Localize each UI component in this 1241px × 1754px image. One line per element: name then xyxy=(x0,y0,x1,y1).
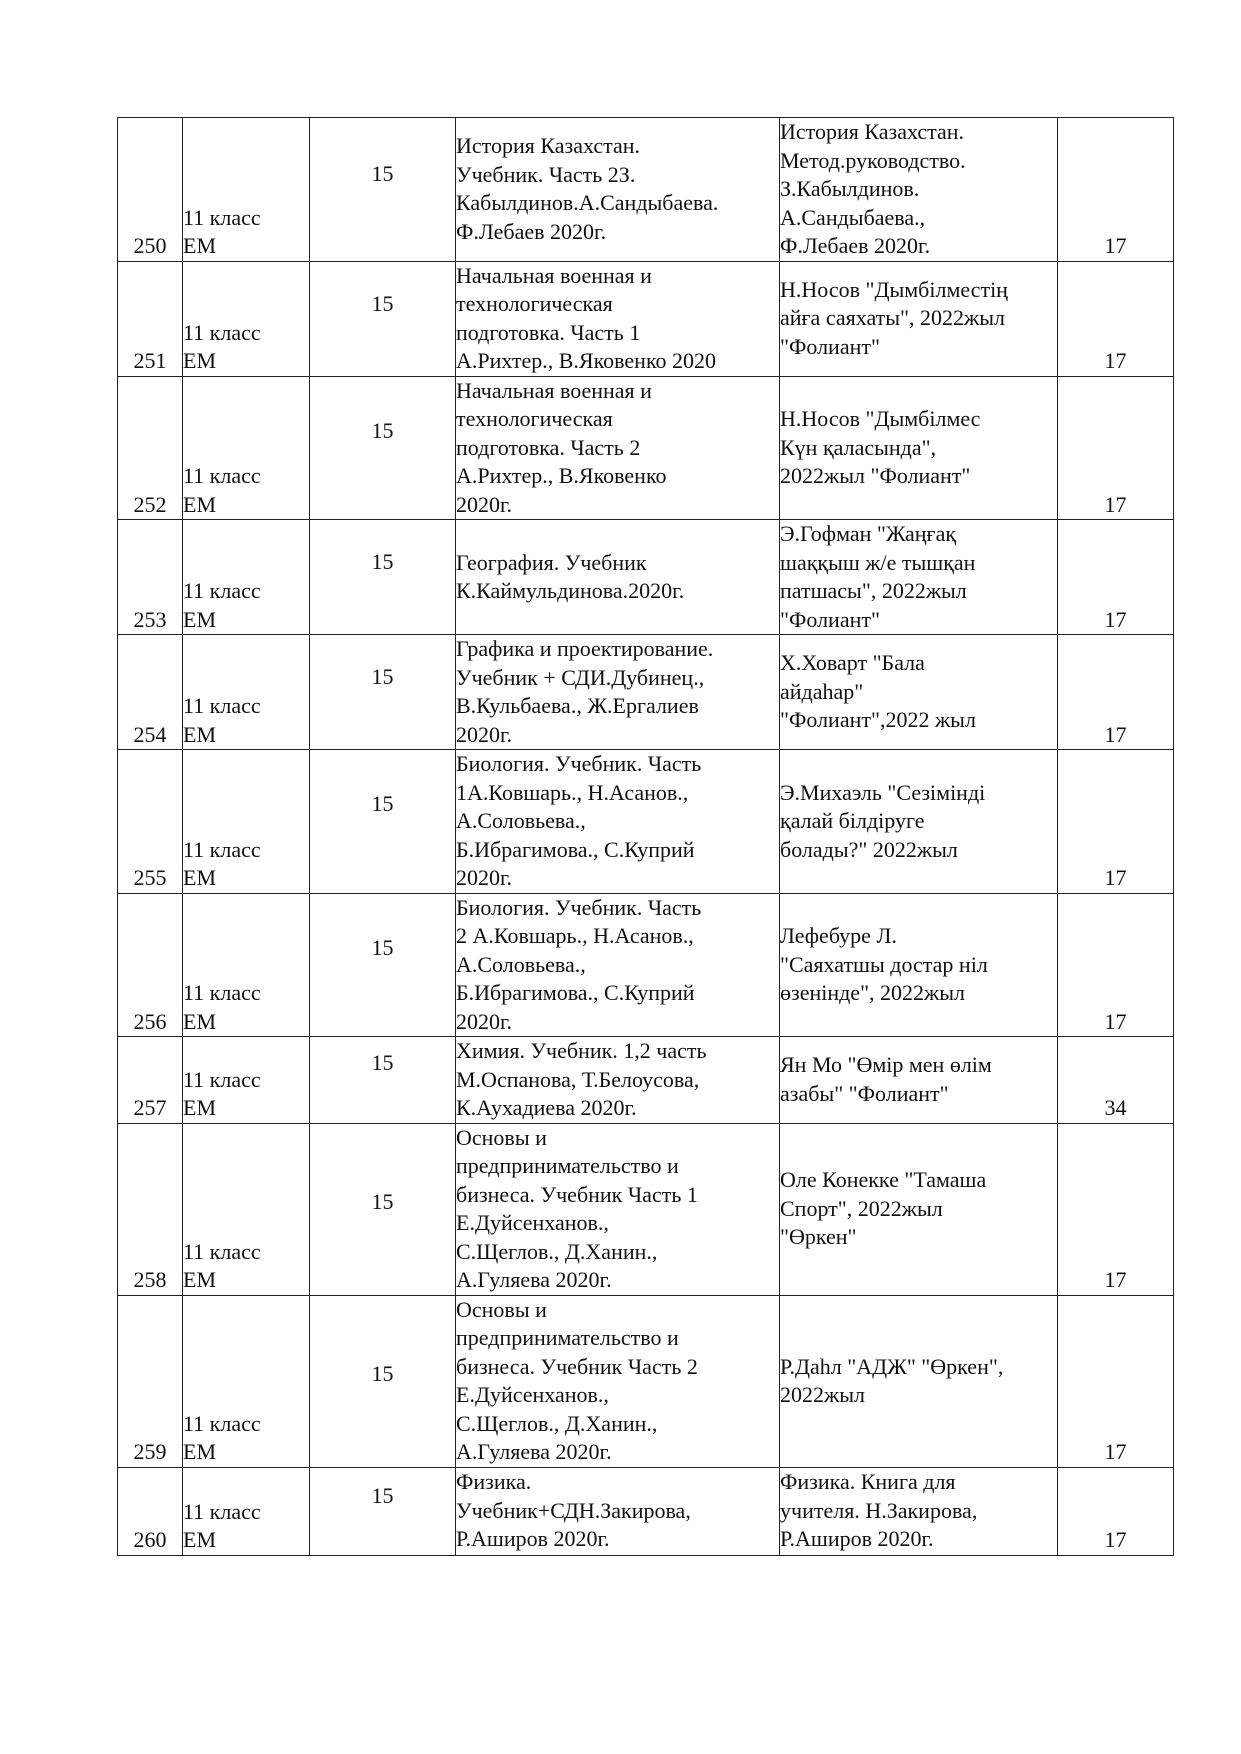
class-cell xyxy=(183,520,310,635)
cell-line: "Фолиант",2022 жыл xyxy=(780,707,976,733)
table-row xyxy=(118,893,1174,1037)
quantity-cell xyxy=(310,376,456,520)
row-number: 253 xyxy=(118,520,183,635)
count-cell: 17 xyxy=(1058,1295,1174,1467)
cell-line: Биология. Учебник. Часть xyxy=(456,751,702,776)
table-row xyxy=(118,261,1174,376)
supplementary-book-cell xyxy=(780,1295,1058,1467)
cell-line: Күн қаласында", xyxy=(780,434,937,460)
supplementary-book-cell xyxy=(780,1037,1058,1124)
cell-line: "Өркен" xyxy=(780,1224,857,1250)
count-cell: 17 xyxy=(1058,635,1174,750)
cell-line: История Казахстан. xyxy=(456,133,641,159)
cell-line: А.Сандыбаева., xyxy=(780,204,926,230)
cell-line: ЕМ xyxy=(183,1008,216,1034)
supplementary-book-cell xyxy=(780,261,1058,376)
cell-line: Е.Дуйсенханов., xyxy=(456,1210,609,1235)
quantity-cell xyxy=(310,118,456,262)
cell-line: Спорт", 2022жыл xyxy=(780,1195,943,1221)
cell-line: ЕМ xyxy=(183,233,216,258)
table-row xyxy=(118,520,1174,635)
cell-line: Основы и xyxy=(456,1296,547,1322)
class-cell xyxy=(183,1123,310,1295)
cell-line: предпринимательство и xyxy=(456,1153,679,1178)
quantity-cell xyxy=(310,1123,456,1295)
inventory-table xyxy=(117,117,1174,1556)
textbook-cell xyxy=(456,893,780,1037)
row-number: 254 xyxy=(118,635,183,750)
cell-line: Биология. Учебник. Часть xyxy=(456,894,702,920)
quantity-cell xyxy=(310,261,456,376)
quantity-cell xyxy=(310,1295,456,1467)
class-cell xyxy=(183,635,310,750)
cell-line: Ф.Лебаев 2020г. xyxy=(456,218,607,244)
cell-line: А.Соловьева., xyxy=(456,808,586,833)
cell-line: 11 класс xyxy=(183,980,261,1005)
cell-line: География. Учебник xyxy=(456,549,647,575)
cell-line: А.Гуляева 2020г. xyxy=(456,1267,612,1292)
count-cell: 17 xyxy=(1058,893,1174,1037)
cell-line: К.Аухадиева 2020г. xyxy=(456,1095,637,1120)
count-cell: 34 xyxy=(1058,1037,1174,1124)
cell-line: ЕМ xyxy=(183,865,216,890)
cell-line: Н.Носов "Дымбілместің xyxy=(780,276,1008,302)
cell-line: Физика. Книга для xyxy=(780,1469,956,1495)
cell-line: 11 класс xyxy=(183,578,261,603)
quantity-value: 15 xyxy=(371,417,394,443)
cell-line: "Фолиант" xyxy=(780,606,880,632)
quantity-value: 15 xyxy=(371,549,394,574)
supplementary-book-cell xyxy=(780,520,1058,635)
cell-line: 11 класс xyxy=(183,1066,261,1092)
cell-line: 1А.Ковшарь., Н.Асанов., xyxy=(456,779,689,805)
table-row xyxy=(118,1037,1174,1124)
count-cell: 17 xyxy=(1058,118,1174,262)
cell-line: подготовка. Часть 2 xyxy=(456,434,641,460)
row-number: 257 xyxy=(118,1037,183,1124)
cell-line: Начальная военная и xyxy=(456,262,652,288)
cell-line: Начальная военная и xyxy=(456,377,652,403)
cell-line: болады?" 2022жыл xyxy=(780,836,958,862)
class-cell xyxy=(183,893,310,1037)
quantity-value: 15 xyxy=(371,161,394,186)
class-cell xyxy=(183,118,310,262)
cell-line: 11 класс xyxy=(183,693,261,718)
quantity-cell xyxy=(310,635,456,750)
cell-line: предпринимательство и xyxy=(456,1325,679,1350)
cell-line: Оле Конекке "Тамаша xyxy=(780,1167,987,1193)
row-number: 250 xyxy=(118,118,183,262)
cell-line: технологическая xyxy=(456,291,613,316)
cell-line: К.Каймульдинова.2020г. xyxy=(456,578,685,603)
cell-line: Учебник. Часть 2З. xyxy=(456,161,636,187)
cell-line: Е.Дуйсенханов., xyxy=(456,1382,609,1407)
cell-line: История Казахстан. xyxy=(780,119,965,144)
row-number: 259 xyxy=(118,1295,183,1467)
cell-line: Р.Аширов 2020г. xyxy=(780,1526,934,1552)
cell-line: А.Рихтер., В.Яковенко 2020 xyxy=(456,348,717,373)
cell-line: В.Кульбаева., Ж.Ергалиев xyxy=(456,693,699,718)
cell-line: өзенінде", 2022жыл xyxy=(780,980,966,1005)
table-row xyxy=(118,1295,1174,1467)
cell-line: учителя. Н.Закирова, xyxy=(780,1497,978,1523)
cell-line: А.Гуляева 2020г. xyxy=(456,1439,612,1464)
cell-line: ЕМ xyxy=(183,491,216,517)
quantity-value: 15 xyxy=(371,1360,394,1386)
supplementary-book-cell xyxy=(780,750,1058,894)
cell-line: С.Щеглов., Д.Ханин., xyxy=(456,1410,658,1436)
cell-line: 2020г. xyxy=(456,721,513,747)
quantity-value: 15 xyxy=(371,290,394,316)
cell-line: подготовка. Часть 1 xyxy=(456,319,641,345)
textbook-cell xyxy=(456,118,780,262)
cell-line: А.Рихтер., В.Яковенко xyxy=(456,463,667,488)
cell-line: Ян Мо "Өмір мен өлім xyxy=(780,1052,992,1078)
cell-line: ЕМ xyxy=(183,1527,216,1552)
cell-line: 11 класс xyxy=(183,463,261,488)
cell-line: 2020г. xyxy=(456,1008,513,1034)
row-number: 256 xyxy=(118,893,183,1037)
cell-line: ЕМ xyxy=(183,348,216,373)
cell-line: С.Щеглов., Д.Ханин., xyxy=(456,1238,658,1264)
row-number: 258 xyxy=(118,1123,183,1295)
cell-line: бизнеса. Учебник Часть 2 xyxy=(456,1353,698,1379)
textbook-cell xyxy=(456,1123,780,1295)
cell-line: Р.Аширов 2020г. xyxy=(456,1526,610,1552)
count-cell: 17 xyxy=(1058,520,1174,635)
cell-line: патшасы", 2022жыл xyxy=(780,578,967,603)
class-cell xyxy=(183,376,310,520)
table-body xyxy=(118,118,1174,1556)
cell-line: Б.Ибрагимова., С.Куприй xyxy=(456,980,695,1005)
supplementary-book-cell xyxy=(780,1123,1058,1295)
supplementary-book-cell xyxy=(780,118,1058,262)
cell-line: Графика и проектирование. xyxy=(456,636,714,661)
supplementary-book-cell xyxy=(780,893,1058,1037)
cell-line: Н.Носов "Дымбілмес xyxy=(780,406,981,431)
cell-line: Х.Ховарт "Бала xyxy=(780,650,925,676)
cell-line: 2 А.Ковшарь., Н.Асанов., xyxy=(456,923,694,948)
count-cell: 17 xyxy=(1058,1123,1174,1295)
quantity-value: 15 xyxy=(371,934,394,960)
table-row xyxy=(118,750,1174,894)
cell-line: З.Кабылдинов. xyxy=(780,176,920,201)
cell-line: шаққыш ж/е тышқан xyxy=(780,549,976,575)
cell-line: М.Оспанова, Т.Белоусова, xyxy=(456,1066,700,1092)
count-cell: 17 xyxy=(1058,376,1174,520)
cell-line: қалай білдіруге xyxy=(780,808,925,833)
quantity-cell xyxy=(310,520,456,635)
supplementary-book-cell xyxy=(780,1467,1058,1555)
row-number: 252 xyxy=(118,376,183,520)
cell-line: 2020г. xyxy=(456,865,513,890)
class-cell xyxy=(183,750,310,894)
cell-line: Э.Михаэль "Сезімінді xyxy=(780,779,986,805)
quantity-value: 15 xyxy=(371,1050,394,1075)
cell-line: айға саяхаты", 2022жыл xyxy=(780,305,1005,331)
cell-line: "Фолиант" xyxy=(780,333,880,359)
quantity-cell xyxy=(310,1467,456,1555)
cell-line: Э.Гофман "Жаңғақ xyxy=(780,521,957,546)
cell-line: ЕМ xyxy=(183,1095,216,1120)
table-row xyxy=(118,1123,1174,1295)
textbook-cell xyxy=(456,520,780,635)
row-number: 255 xyxy=(118,750,183,894)
quantity-value: 15 xyxy=(371,1188,394,1214)
class-cell xyxy=(183,1037,310,1124)
cell-line: ЕМ xyxy=(183,1267,216,1292)
table-row xyxy=(118,376,1174,520)
cell-line: Основы и xyxy=(456,1124,547,1150)
row-number: 260 xyxy=(118,1467,183,1555)
table-row xyxy=(118,118,1174,262)
textbook-cell xyxy=(456,635,780,750)
class-cell xyxy=(183,261,310,376)
cell-line: 11 класс xyxy=(183,204,261,230)
cell-line: "Саяхатшы достар ніл xyxy=(780,951,988,977)
cell-line: Б.Ибрагимова., С.Куприй xyxy=(456,836,695,862)
textbook-cell xyxy=(456,261,780,376)
textbook-cell xyxy=(456,376,780,520)
class-cell xyxy=(183,1295,310,1467)
cell-line: ЕМ xyxy=(183,606,216,632)
cell-line: ЕМ xyxy=(183,1439,216,1464)
cell-line: А.Соловьева., xyxy=(456,951,586,977)
count-cell: 17 xyxy=(1058,261,1174,376)
quantity-value: 15 xyxy=(371,791,394,816)
textbook-cell xyxy=(456,1295,780,1467)
cell-line: 11 класс xyxy=(183,836,261,862)
cell-line: Метод.руководство. xyxy=(780,147,966,173)
cell-line: айдаһар" xyxy=(780,678,864,704)
cell-line: 11 класс xyxy=(183,1498,261,1524)
textbook-cell xyxy=(456,750,780,894)
cell-line: 11 класс xyxy=(183,1410,261,1436)
cell-line: Ф.Лебаев 2020г. xyxy=(780,233,931,258)
quantity-value: 15 xyxy=(371,664,394,689)
supplementary-book-cell xyxy=(780,635,1058,750)
textbook-cell xyxy=(456,1467,780,1555)
textbook-cell xyxy=(456,1037,780,1124)
quantity-cell xyxy=(310,1037,456,1124)
cell-line: Р.Даһл "АДЖ" "Өркен", xyxy=(780,1353,1004,1379)
cell-line: Кабылдинов.А.Сандыбаева. xyxy=(456,190,719,216)
quantity-cell xyxy=(310,893,456,1037)
cell-line: 11 класс xyxy=(183,319,261,345)
cell-line: 2022жыл xyxy=(780,1382,865,1407)
table-row xyxy=(118,635,1174,750)
cell-line: Химия. Учебник. 1,2 часть xyxy=(456,1038,707,1063)
cell-line: Учебник+СДН.Закирова, xyxy=(456,1497,691,1523)
cell-line: 11 класс xyxy=(183,1238,261,1264)
cell-line: 2022жыл "Фолиант" xyxy=(780,463,971,488)
count-cell: 17 xyxy=(1058,750,1174,894)
row-number: 251 xyxy=(118,261,183,376)
cell-line: Учебник + СДИ.Дубинец., xyxy=(456,664,705,690)
class-cell xyxy=(183,1467,310,1555)
cell-line: Физика. xyxy=(456,1469,532,1495)
cell-line: Лефебуре Л. xyxy=(780,923,897,948)
cell-line: технологическая xyxy=(456,406,613,431)
cell-line: 2020г. xyxy=(456,491,513,517)
cell-line: ЕМ xyxy=(183,721,216,747)
count-cell: 17 xyxy=(1058,1467,1174,1555)
cell-line: бизнеса. Учебник Часть 1 xyxy=(456,1181,698,1207)
table-row xyxy=(118,1467,1174,1555)
quantity-value: 15 xyxy=(371,1482,394,1508)
supplementary-book-cell xyxy=(780,376,1058,520)
quantity-cell xyxy=(310,750,456,894)
cell-line: азабы" "Фолиант" xyxy=(780,1080,949,1106)
